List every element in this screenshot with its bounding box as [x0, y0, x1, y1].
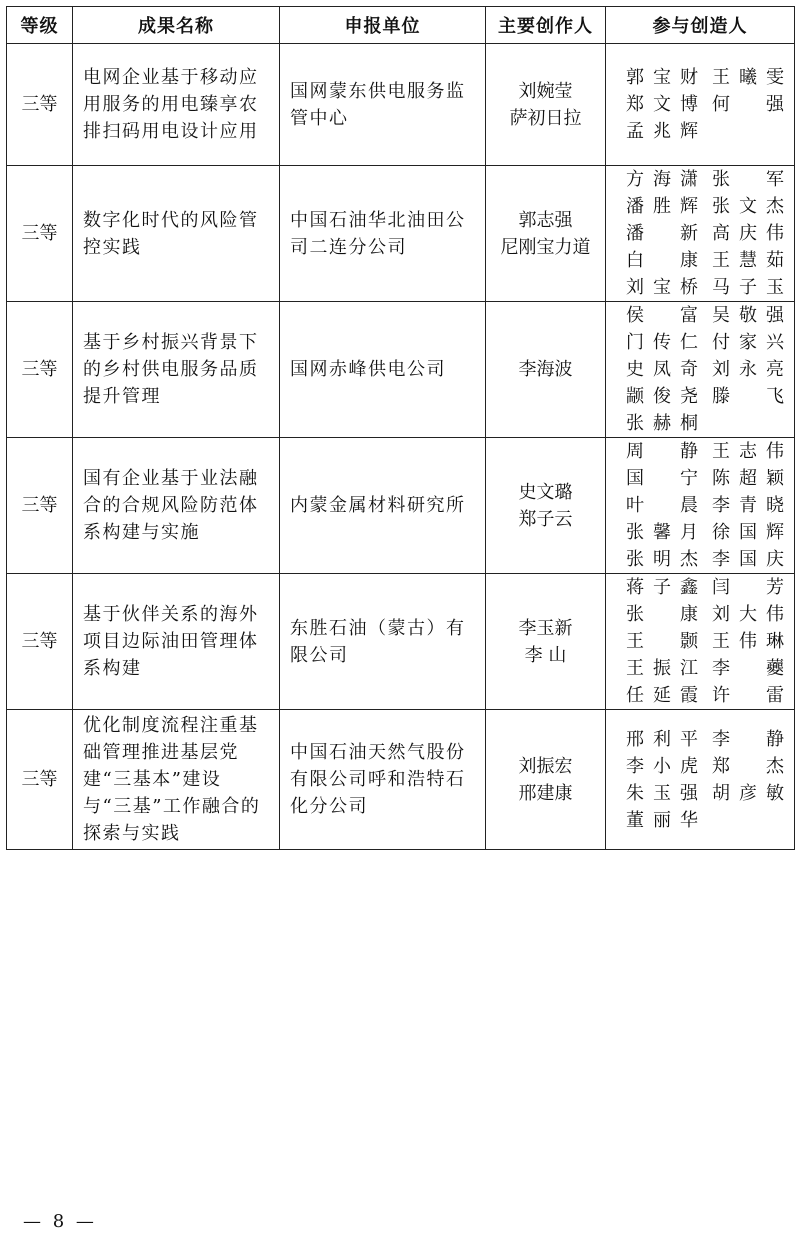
participant-name: 白 康: [626, 250, 698, 271]
participant-name: 王振江: [626, 658, 698, 679]
participants-cell: [606, 438, 795, 574]
award-level: 三等: [21, 631, 58, 652]
participant-name: 李小虎: [626, 755, 698, 777]
page-number: — 8 —: [23, 1211, 97, 1232]
participant-name: 王伟琳: [712, 631, 784, 652]
participants-list: [626, 438, 784, 573]
participant-name: 孟兆辉: [626, 121, 698, 142]
table-row: [7, 166, 795, 302]
participants-cell: [606, 302, 795, 438]
participants-cell: [606, 166, 795, 302]
header-participants: 参与创造人: [606, 7, 795, 44]
participant-name: 刘永亮: [712, 359, 784, 380]
table-row: [7, 574, 795, 710]
main-author: 邢建康: [518, 782, 573, 804]
participant-name: 张 康: [626, 604, 698, 625]
participant-name: 邢利平: [626, 728, 698, 750]
main-author: 萨初日拉: [509, 107, 582, 129]
participants-list: [626, 64, 784, 145]
declaring-unit-cell: [280, 710, 486, 850]
participants-list: [626, 574, 784, 709]
achievement-name-cell: [73, 574, 280, 710]
participant-name: 郭宝财: [626, 67, 698, 88]
participants-list: [626, 302, 784, 437]
participant-name: 许 雷: [712, 685, 784, 706]
participant-name: 蒋子鑫: [626, 577, 698, 598]
participant-name: 潘 新: [626, 223, 698, 244]
participant-name: 董丽华: [626, 809, 698, 831]
award-level-cell: [7, 166, 73, 302]
participant-name: 张 军: [712, 169, 784, 190]
participant-name: 周 静: [626, 441, 698, 462]
main-authors-cell: [486, 574, 606, 710]
awards-table: [6, 6, 795, 850]
achievement-name: 基于乡村振兴背景下的乡村供电服务品质提升管理: [83, 332, 259, 407]
achievement-name-cell: [73, 166, 280, 302]
participant-name: 史凤奇: [626, 359, 698, 380]
main-author: 尼刚宝力道: [500, 236, 591, 258]
achievement-name: 基于伙伴关系的海外项目边际油田管理体系构建: [83, 604, 259, 679]
participants-list: [626, 166, 784, 301]
participant-name: 何 强: [712, 94, 784, 115]
participant-name: 颛俊尧: [626, 386, 698, 407]
table-row: [7, 438, 795, 574]
participant-name: 吴敬强: [712, 305, 784, 326]
table-row: [7, 710, 795, 850]
participant-name: 滕 飞: [712, 386, 784, 407]
participant-name: 任延霞: [626, 685, 698, 706]
main-author: 郑子云: [518, 508, 573, 530]
declaring-unit-cell: [280, 166, 486, 302]
award-level-cell: [7, 574, 73, 710]
header-row: [7, 7, 795, 44]
declaring-unit: 中国石油华北油田公司二连分公司: [290, 209, 466, 258]
participant-name: 潘胜辉: [626, 196, 698, 217]
table-row: [7, 44, 795, 166]
participant-name: 闫 芳: [712, 577, 784, 598]
achievement-name: 电网企业基于移动应用服务的用电臻享农排扫码用电设计应用: [83, 67, 259, 142]
declaring-unit: 国网蒙东供电服务监管中心: [290, 80, 466, 129]
participant-name: 张文杰: [712, 196, 784, 217]
participant-name: 门传仁: [626, 332, 698, 353]
participant-name: 李 静: [712, 728, 784, 750]
participants-list: [626, 726, 784, 834]
declaring-unit-cell: [280, 438, 486, 574]
main-author: 郭志强: [518, 209, 573, 231]
main-author: 刘振宏: [518, 755, 573, 777]
participant-name: 叶 晨: [626, 495, 698, 516]
participant-name: 张赫桐: [626, 413, 698, 434]
participant-name: 张明杰: [626, 549, 698, 570]
participant-name: 刘大伟: [712, 604, 784, 625]
participant-name: 高庆伟: [712, 223, 784, 244]
participants-cell: [606, 574, 795, 710]
achievement-name-cell: [73, 44, 280, 166]
main-authors-cell: [486, 166, 606, 302]
table-header: [7, 7, 795, 44]
achievement-name-cell: [73, 302, 280, 438]
participant-name: 陈超颖: [712, 468, 784, 489]
participant-name: 李国庆: [712, 549, 784, 570]
participant-name: 王慧茹: [712, 250, 784, 271]
participant-name: 郑 杰: [712, 755, 784, 777]
participant-name: 郑文博: [626, 94, 698, 115]
achievement-name: 优化制度流程注重基础管理推进基层党建“三基本”建设与“三基”工作融合的探索与实践: [83, 715, 261, 844]
main-author: 史文璐: [518, 481, 573, 503]
header-authors: 主要创作人: [486, 7, 606, 44]
participant-name: 马子玉: [712, 277, 784, 298]
participant-name: 李青晓: [712, 495, 784, 516]
participant-name: 国 宁: [626, 468, 698, 489]
header-unit: 申报单位: [280, 7, 486, 44]
participant-name: 王志伟: [712, 441, 784, 462]
main-authors-cell: [486, 710, 606, 850]
declaring-unit: 中国石油天然气股份有限公司呼和浩特石化分公司: [290, 742, 466, 817]
table-row: [7, 302, 795, 438]
participant-name: 付家兴: [712, 332, 784, 353]
declaring-unit: 国网赤峰供电公司: [290, 359, 446, 380]
participant-name: 胡彦敏: [712, 782, 784, 804]
main-author: 李海波: [518, 359, 573, 380]
participant-name: 侯 富: [626, 305, 698, 326]
main-authors-cell: [486, 302, 606, 438]
participant-name: 张馨月: [626, 522, 698, 543]
participant-name: 徐国辉: [712, 522, 784, 543]
declaring-unit-cell: [280, 44, 486, 166]
participant-name: 王曦雯: [712, 67, 784, 88]
declaring-unit-cell: [280, 302, 486, 438]
award-level: 三等: [21, 769, 58, 790]
award-level: 三等: [21, 359, 58, 380]
header-level: 等级: [7, 7, 73, 44]
declaring-unit: 东胜石油（蒙古）有限公司: [290, 617, 466, 666]
table-body: [7, 44, 795, 850]
declaring-unit: 内蒙金属材料研究所: [290, 495, 466, 516]
award-level-cell: [7, 710, 73, 850]
main-authors-cell: [486, 44, 606, 166]
participant-name: 方海潇: [626, 169, 698, 190]
main-authors-cell: [486, 438, 606, 574]
award-level-cell: [7, 302, 73, 438]
main-author: 李 山: [524, 644, 567, 666]
award-level-cell: [7, 438, 73, 574]
declaring-unit-cell: [280, 574, 486, 710]
participant-name: 刘宝桥: [626, 277, 698, 298]
participant-name: 王 颢: [626, 631, 698, 652]
award-level: 三等: [21, 223, 58, 244]
achievement-name-cell: [73, 438, 280, 574]
main-author: 刘婉莹: [518, 80, 573, 102]
participants-cell: [606, 710, 795, 850]
achievement-name-cell: [73, 710, 280, 850]
main-author: 李玉新: [518, 617, 573, 639]
award-level: 三等: [21, 94, 58, 115]
award-level-cell: [7, 44, 73, 166]
award-level: 三等: [21, 495, 58, 516]
header-name: 成果名称: [73, 7, 280, 44]
participant-name: 李 虁: [712, 658, 784, 679]
participant-name: 朱玉强: [626, 782, 698, 804]
achievement-name: 国有企业基于业法融合的合规风险防范体系构建与实施: [83, 468, 259, 543]
achievement-name: 数字化时代的风险管控实践: [83, 209, 259, 258]
participants-cell: [606, 44, 795, 166]
